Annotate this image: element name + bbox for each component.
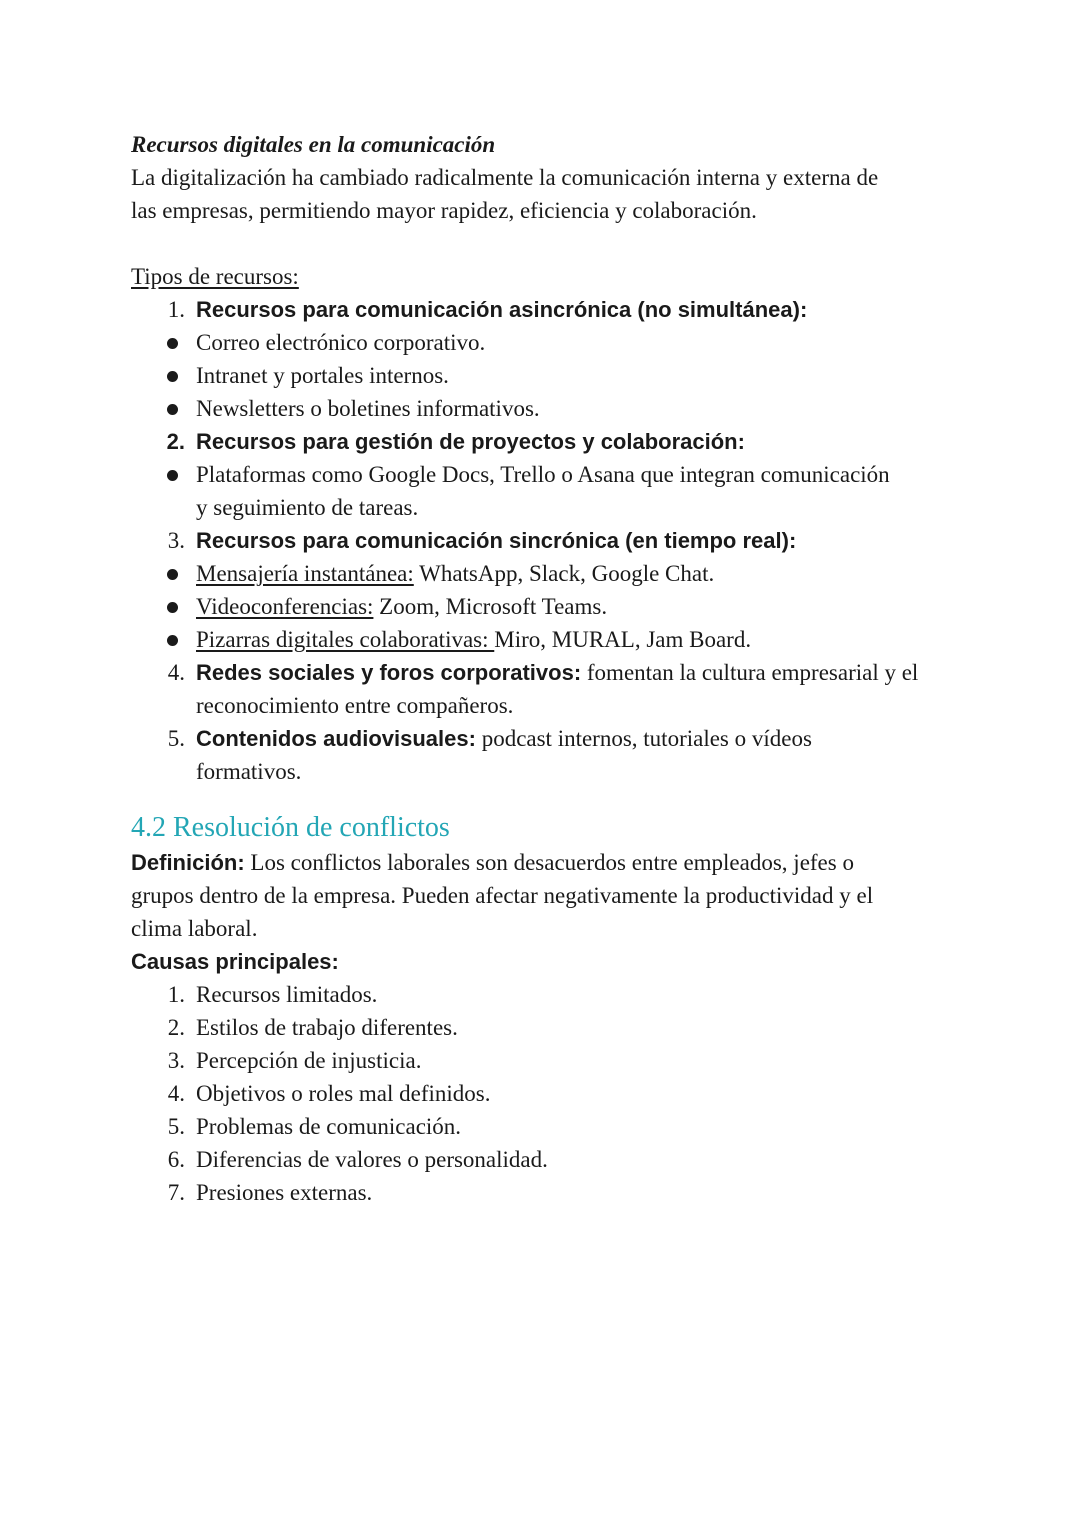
list-item-continuation <box>131 689 951 722</box>
list-item-text: podcast internos, tutoriales o vídeos <box>475 726 812 751</box>
bullet-item <box>131 326 951 359</box>
definition-line-2: grupos dentro de la empresa. Pueden afectar negativamente la productividad y el <box>131 883 874 908</box>
bullet-icon <box>167 470 178 481</box>
cause-text: Presiones externas. <box>196 1180 373 1205</box>
bullet-label: Pizarras digitales colaborativas: <box>196 627 495 652</box>
list-item-text: fomentan la cultura empresarial y el <box>581 660 919 685</box>
cause-item <box>131 1143 951 1176</box>
list-number: 4. <box>167 660 185 685</box>
list-number: 5. <box>167 1114 185 1139</box>
bullet-item <box>131 392 951 425</box>
section-title: Recursos digitales en la comunicación <box>131 132 496 157</box>
bullet-item <box>131 623 951 656</box>
list-item-1 <box>131 293 951 326</box>
cause-text: Estilos de trabajo diferentes. <box>196 1015 458 1040</box>
list-item-title: Recursos para comunicación asincrónica (no simultánea): <box>196 297 808 322</box>
definition-line-3: clima laboral. <box>131 916 258 941</box>
list-item-4 <box>131 656 951 689</box>
bullet-text: y seguimiento de tareas. <box>196 495 419 520</box>
list-number: 5. <box>167 726 185 751</box>
causes-label: Causas principales: <box>131 949 339 974</box>
cause-text: Objetivos o roles mal definidos. <box>196 1081 491 1106</box>
cause-item <box>131 1011 951 1044</box>
bullet-text: Plataformas como Google Docs, Trello o Asana que integran comunicación <box>196 462 890 487</box>
cause-item <box>131 978 951 1011</box>
spacer <box>131 227 951 260</box>
types-label: Tipos de recursos: <box>131 264 299 289</box>
cause-item <box>131 1044 951 1077</box>
bullet-icon <box>167 635 178 646</box>
cause-text: Recursos limitados. <box>196 982 378 1007</box>
bullet-label: Videoconferencias: <box>196 594 374 619</box>
bullet-text: Miro, MURAL, Jam Board. <box>494 627 752 652</box>
bullet-icon <box>167 602 178 613</box>
list-item-text: reconocimiento entre compañeros. <box>196 693 514 718</box>
list-number: 1. <box>167 297 185 322</box>
list-item-continuation <box>131 755 951 788</box>
list-number: 3. <box>167 528 185 553</box>
bullet-text: Intranet y portales internos. <box>196 363 449 388</box>
cause-text: Problemas de comunicación. <box>196 1114 462 1139</box>
list-item-title: Contenidos audiovisuales: <box>196 726 476 751</box>
bullet-text: WhatsApp, Slack, Google Chat. <box>413 561 715 586</box>
definition-line-1 <box>131 846 951 879</box>
bullet-icon <box>167 371 178 382</box>
cause-item <box>131 1176 951 1209</box>
list-item-title: Redes sociales y foros corporativos: <box>196 660 582 685</box>
bullet-text: Newsletters o boletines informativos. <box>196 396 540 421</box>
intro-line-2: las empresas, permitiendo mayor rapidez, eficiencia y colaboración. <box>131 198 757 223</box>
bullet-icon <box>167 338 178 349</box>
intro-line-1: La digitalización ha cambiado radicalmente la comunicación interna y externa de <box>131 165 879 190</box>
bullet-icon <box>167 404 178 415</box>
bullet-text: Zoom, Microsoft Teams. <box>373 594 608 619</box>
list-number: 6. <box>167 1147 185 1172</box>
list-item-title: Recursos para gestión de proyectos y colaboración: <box>196 429 745 454</box>
bullet-item <box>131 458 951 491</box>
cause-item <box>131 1077 951 1110</box>
causes-label-line <box>131 945 951 978</box>
bullet-item <box>131 359 951 392</box>
list-number: 7. <box>167 1180 185 1205</box>
bullet-label: Mensajería instantánea: <box>196 561 414 586</box>
bullet-icon <box>167 569 178 580</box>
list-number: 3. <box>167 1048 185 1073</box>
cause-text: Percepción de injusticia. <box>196 1048 422 1073</box>
list-item-3 <box>131 524 951 557</box>
definition-text: Los conflictos laborales son desacuerdos entre empleados, jefes o <box>244 850 854 875</box>
list-item-2 <box>131 425 951 458</box>
cause-text: Diferencias de valores o personalidad. <box>196 1147 548 1172</box>
bullet-item <box>131 590 951 623</box>
bullet-item-continuation <box>131 491 951 524</box>
section-heading: 4.2 Resolución de conflictos <box>131 812 450 843</box>
list-item-5 <box>131 722 951 755</box>
list-item-text: formativos. <box>196 759 302 784</box>
list-number: 4. <box>167 1081 185 1106</box>
list-number: 1. <box>167 982 185 1007</box>
list-number: 2. <box>166 429 185 454</box>
bullet-text: Correo electrónico corporativo. <box>196 330 486 355</box>
list-item-title: Recursos para comunicación sincrónica (en tiempo real): <box>196 528 797 553</box>
definition-label: Definición: <box>131 850 245 875</box>
list-number: 2. <box>167 1015 185 1040</box>
bullet-item <box>131 557 951 590</box>
cause-item <box>131 1110 951 1143</box>
document-page <box>131 128 951 1209</box>
